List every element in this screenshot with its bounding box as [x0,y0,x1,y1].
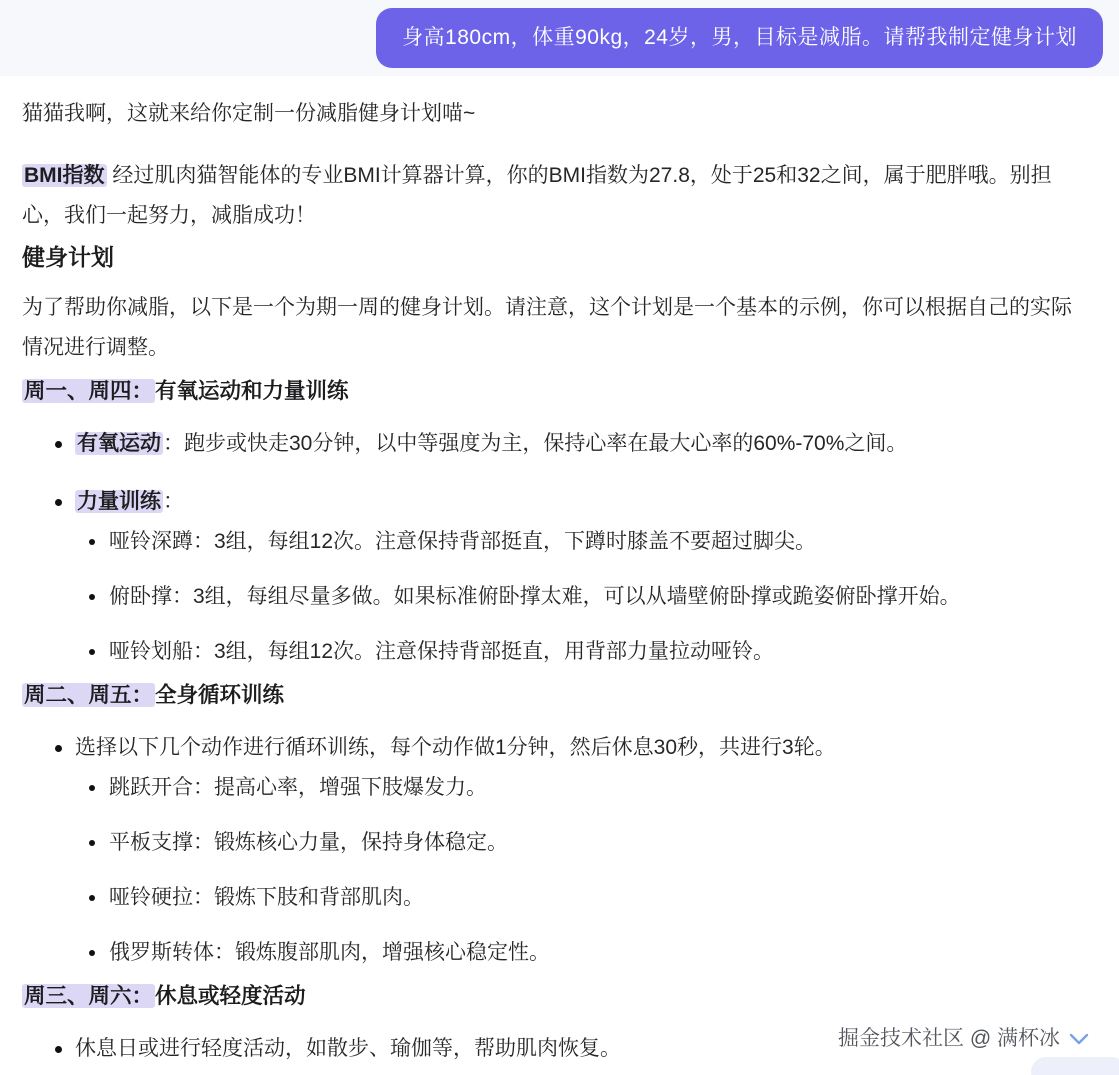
watermark-text: 掘金技术社区 @ 满杯冰 [838,1027,1060,1050]
cardio-text: ：跑步或快走30分钟，以中等强度为主，保持心率在最大心率的60%-70%之间。 [163,432,908,455]
list-item: 俯卧撑：3组，每组尽量多做。如果标准俯卧撑太难，可以从墙壁俯卧撑或跪姿俯卧撑开始。 [89,577,1083,617]
strength-sub-list [75,522,1083,672]
list-item: 平板支撑：锻炼核心力量，保持身体稳定。 [89,823,1083,863]
list-item: 哑铃划船：3组，每组12次。注意保持背部挺直，用背部力量拉动哑铃。 [89,632,1083,672]
list-item [55,424,1083,464]
user-message-bubble: 身高180cm，体重90kg，24岁，男，目标是减脂。请帮我制定健身计划 [376,8,1103,68]
reply-intro-paragraph: 猫猫我啊，这就来给你定制一份减脂健身计划喵~ [22,102,476,125]
day1-heading-highlight: 周一、周四： [24,379,154,403]
list-item [55,482,1083,672]
day2-heading-rest: 全身循环训练 [155,683,285,707]
day1-heading [22,376,1083,406]
day2-list [22,728,1083,973]
chat-header-strip [0,0,1119,76]
list-item: 哑铃深蹲：3组，每组12次。注意保持背部挺直，下蹲时膝盖不要超过脚尖。 [89,522,1083,562]
plan-title-heading: 健身计划 [22,244,114,270]
list-item [55,728,1083,973]
assistant-reply [0,94,1119,1069]
day3-heading-rest: 休息或轻度活动 [155,984,306,1008]
strength-term-highlight: 力量训练 [77,490,161,513]
bmi-text: 经过肌肉猫智能体的专业BMI计算器计算，你的BMI指数为27.8，处于25和32之间，属于肥胖哦。别担心，我们一起努力，减脂成功！ [22,164,1052,227]
cardio-term-highlight: 有氧运动 [77,432,161,455]
plan-intro-paragraph: 为了帮助你减脂，以下是一个为期一周的健身计划。请注意，这个计划是一个基本的示例，你可以根据自己的实际情况进行调整。 [22,296,1072,359]
list-item: 俄罗斯转体：锻炼腹部肌肉，增强核心稳定性。 [89,933,1083,973]
watermark [838,1022,1089,1052]
list-item: 哑铃硬拉：锻炼下肢和背部肌肉。 [89,878,1083,918]
circuit-sub-list [75,768,1083,973]
day3-heading [22,981,1083,1011]
list-item: 休息日或进行轻度活动，如散步、瑜伽等，帮助肌肉恢复。 [55,1029,1083,1069]
corner-floating-chip [1031,1057,1119,1075]
chevron-down-icon[interactable] [1069,1032,1089,1046]
list-item: 跳跃开合：提高心率，增强下肢爆发力。 [89,768,1083,808]
bmi-paragraph [22,156,1083,236]
day3-heading-highlight: 周三、周六： [24,984,154,1008]
strength-text: ： [163,490,184,513]
day1-heading-rest: 有氧运动和力量训练 [155,379,349,403]
day2-heading-highlight: 周二、周五： [24,683,154,707]
day2-heading [22,680,1083,710]
day1-list [22,424,1083,672]
bmi-term-highlight: BMI指数 [24,164,105,187]
circuit-intro-text: 选择以下几个动作进行循环训练，每个动作做1分钟，然后休息30秒，共进行3轮。 [75,736,836,759]
